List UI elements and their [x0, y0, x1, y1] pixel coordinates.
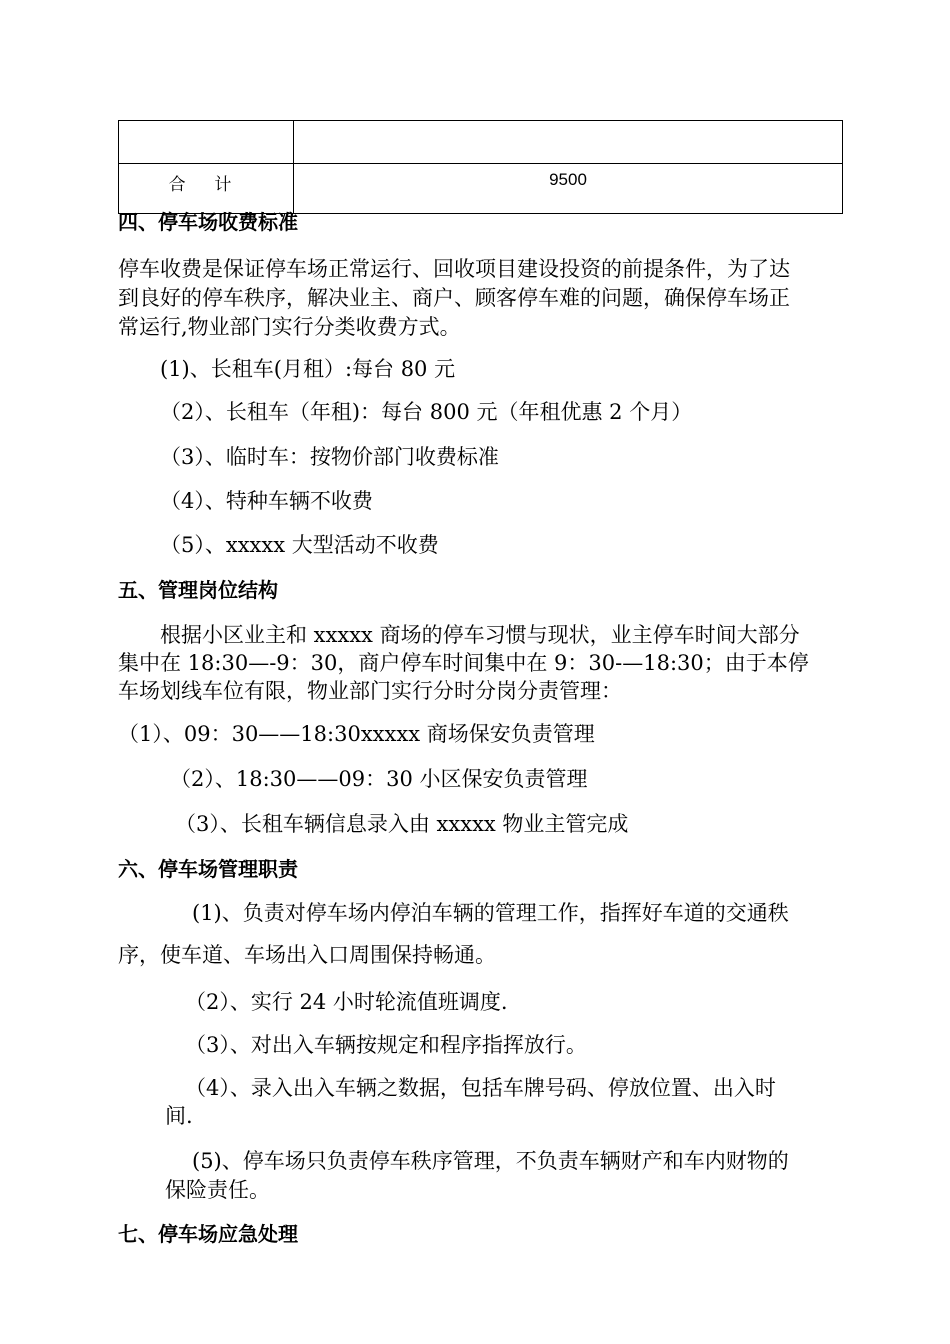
list-item: （3）、长租车辆信息录入由 xxxxx 物业主管完成	[175, 812, 629, 836]
table-cell	[294, 121, 843, 164]
section-heading: 四、停车场收费标准	[118, 210, 298, 234]
paragraph-line: (1)、负责对停车场内停泊车辆的管理工作，指挥好车道的交通秩	[192, 901, 789, 925]
cost-table	[118, 120, 843, 214]
list-item: (1)、长租车(月租）:每台 80 元	[160, 357, 456, 381]
section-heading: 六、停车场管理职责	[118, 857, 298, 881]
table-row	[119, 164, 843, 214]
list-item: （5）、xxxxx 大型活动不收费	[160, 533, 439, 557]
list-item: （2）、长租车（年租)：每台 800 元（年租优惠 2 个月）	[160, 400, 693, 424]
paragraph-line: （4）、录入出入车辆之数据，包括车牌号码、停放位置、出入时	[185, 1076, 776, 1100]
paragraph-line: 停车收费是保证停车场正常运行、回收项目建设投资的前提条件，为了达	[118, 257, 790, 281]
paragraph-line: 保险责任。	[165, 1178, 270, 1202]
paragraph-line: (5)、停车场只负责停车秩序管理，不负责车辆财产和车内财物的	[192, 1149, 789, 1173]
paragraph-line: 间.	[165, 1104, 193, 1128]
list-item: （3）、对出入车辆按规定和程序指挥放行。	[185, 1033, 587, 1057]
list-item: （3）、临时车：按物价部门收费标准	[160, 445, 499, 469]
list-item: （1）、09：30——18:30xxxxx 商场保安负责管理	[118, 722, 595, 746]
section-heading: 七、停车场应急处理	[118, 1222, 298, 1246]
total-value-cell: 9500	[294, 164, 843, 214]
paragraph-line: 根据小区业主和 xxxxx 商场的停车习惯与现状，业主停车时间大部分	[160, 623, 800, 647]
list-item: （4）、特种车辆不收费	[160, 489, 373, 513]
paragraph-line: 常运行,物业部门实行分类收费方式。	[118, 315, 461, 339]
list-item: （2）、实行 24 小时轮流值班调度.	[185, 990, 508, 1014]
total-label-cell	[119, 164, 294, 214]
paragraph-line: 序，使车道、车场出入口周围保持畅通。	[118, 943, 496, 967]
list-item: （2）、18:30——09：30 小区保安负责管理	[170, 767, 588, 791]
paragraph-line: 车场划线车位有限，物业部门实行分时分岗分责管理：	[118, 679, 622, 703]
paragraph-line: 到良好的停车秩序，解决业主、商户、顾客停车难的问题，确保停车场正	[118, 286, 790, 310]
table-cell	[119, 121, 294, 164]
paragraph-line: 集中在 18:30—-9：30，商户停车时间集中在 9：30-—18:30；由于本停	[118, 651, 809, 675]
section-heading: 五、管理岗位结构	[118, 578, 278, 602]
total-label: 合 计	[168, 175, 244, 194]
table-row	[119, 121, 843, 164]
